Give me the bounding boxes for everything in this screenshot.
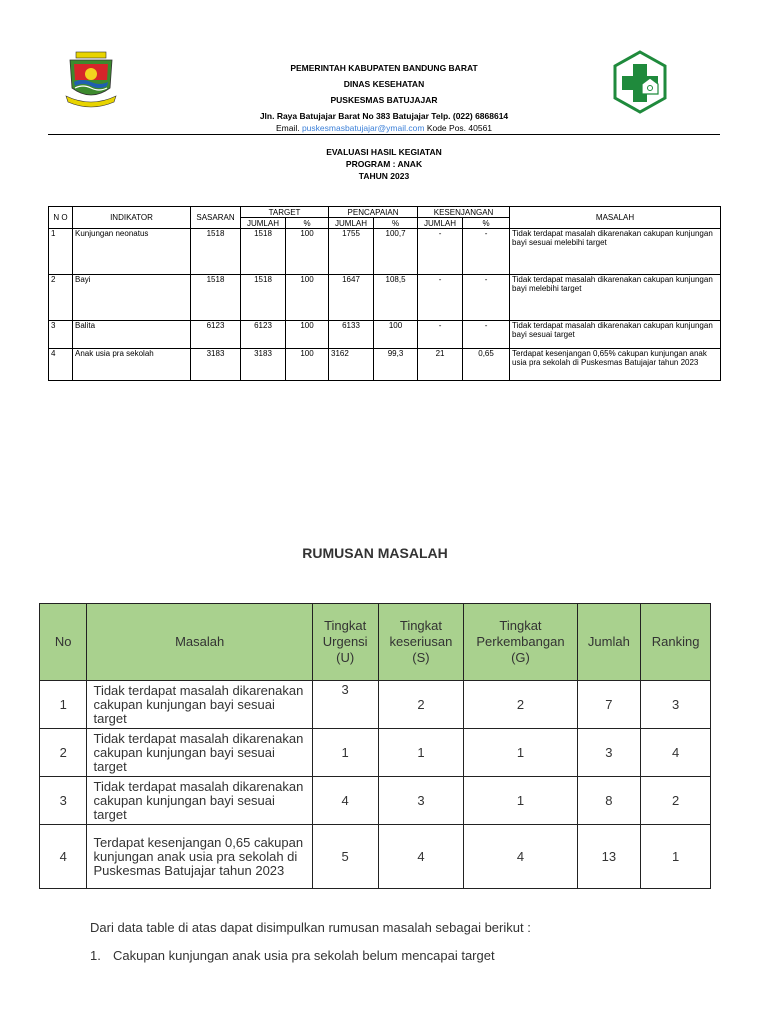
col-pencapaian: PENCAPAIAN bbox=[329, 207, 418, 218]
cell-target-jumlah: 1518 bbox=[241, 275, 286, 321]
cell-indikator: Kunjungan neonatus bbox=[73, 229, 191, 275]
cell-jumlah: 13 bbox=[577, 825, 641, 889]
cell-urgensi: 3 bbox=[312, 681, 378, 729]
col-masalah: MASALAH bbox=[510, 207, 721, 229]
cell-masalah: Tidak terdapat masalah dikarenakan cakupan kunjungan bayi sesuai melebihi target bbox=[510, 229, 721, 275]
cell-urgensi: 1 bbox=[312, 729, 378, 777]
cell-capai-jumlah: 1755 bbox=[329, 229, 374, 275]
cell-ranking: 4 bbox=[641, 729, 711, 777]
col-no: N O bbox=[49, 207, 73, 229]
cell-perkembangan: 1 bbox=[464, 729, 577, 777]
cell-keseriusan: 4 bbox=[378, 825, 464, 889]
letterhead-divider bbox=[48, 134, 720, 135]
table-row bbox=[49, 275, 721, 321]
cell-target-jumlah: 3183 bbox=[241, 349, 286, 381]
conclusion-item: Cakupan kunjungan anak usia pra sekolah belum mencapai target bbox=[113, 948, 495, 963]
cell-urgensi: 5 bbox=[312, 825, 378, 889]
header-puskesmas: PUSKESMAS BATUJAJAR bbox=[330, 95, 438, 105]
cell-no: 3 bbox=[40, 777, 87, 825]
table-row bbox=[40, 825, 711, 889]
col-masalah: Masalah bbox=[87, 604, 312, 681]
cell-masalah: Tidak terdapat masalah dikarenakan cakupan kunjungan bayi sesuai target bbox=[87, 729, 312, 777]
table-row bbox=[49, 349, 721, 381]
header-government: PEMERINTAH KABUPATEN BANDUNG BARAT bbox=[290, 63, 478, 73]
cell-capai-persen: 99,3 bbox=[374, 349, 418, 381]
cell-no: 4 bbox=[49, 349, 73, 381]
col-target-jumlah: JUMLAH bbox=[241, 218, 286, 229]
cell-ranking: 2 bbox=[641, 777, 711, 825]
cell-perkembangan: 4 bbox=[464, 825, 577, 889]
evaluation-table bbox=[48, 206, 721, 381]
cell-target-persen: 100 bbox=[286, 321, 329, 349]
cell-jumlah: 7 bbox=[577, 681, 641, 729]
postcode: Kode Pos. 40561 bbox=[426, 123, 493, 133]
email-link[interactable]: puskesmasbatujajar@ymail.com bbox=[301, 123, 425, 133]
cell-no: 4 bbox=[40, 825, 87, 889]
cell-capai-persen: 100 bbox=[374, 321, 418, 349]
cell-masalah: Terdapat kesenjangan 0,65 cakupan kunjungan anak usia pra sekolah di Puskesmas Batujajar tahun 2023 bbox=[87, 825, 312, 889]
cell-masalah: Terdapat kesenjangan 0,65% cakupan kunjungan anak usia pra sekolah di Puskesmas Batujajar tahun 2023 bbox=[510, 349, 721, 381]
cell-jumlah: 8 bbox=[577, 777, 641, 825]
col-target: TARGET bbox=[241, 207, 329, 218]
cell-sasaran: 3183 bbox=[191, 349, 241, 381]
col-pencapaian-jumlah: JUMLAH bbox=[329, 218, 374, 229]
cell-sasaran: 6123 bbox=[191, 321, 241, 349]
cell-masalah: Tidak terdapat masalah dikarenakan cakupan kunjungan bayi sesuai target bbox=[87, 777, 312, 825]
cell-ranking: 3 bbox=[641, 681, 711, 729]
cell-sasaran: 1518 bbox=[191, 229, 241, 275]
cell-senjang-jumlah: - bbox=[418, 321, 463, 349]
cell-target-persen: 100 bbox=[286, 229, 329, 275]
cell-capai-jumlah: 1647 bbox=[329, 275, 374, 321]
col-urgensi: Tingkat Urgensi (U) bbox=[312, 604, 378, 681]
header-agency: DINAS KESEHATAN bbox=[343, 79, 425, 89]
cell-no: 1 bbox=[40, 681, 87, 729]
cell-no: 2 bbox=[49, 275, 73, 321]
cell-no: 2 bbox=[40, 729, 87, 777]
cell-senjang-persen: - bbox=[463, 321, 510, 349]
conclusion-item-number: 1. bbox=[90, 948, 101, 963]
col-kesenjangan-jumlah: JUMLAH bbox=[418, 218, 463, 229]
cell-jumlah: 3 bbox=[577, 729, 641, 777]
col-pencapaian-persen: % bbox=[374, 218, 418, 229]
col-no: No bbox=[40, 604, 87, 681]
eval-program: PROGRAM : ANAK bbox=[345, 159, 423, 169]
cell-keseriusan: 3 bbox=[378, 777, 464, 825]
cell-masalah: Tidak terdapat masalah dikarenakan cakupan kunjungan bayi sesuai target bbox=[510, 321, 721, 349]
cell-target-jumlah: 1518 bbox=[241, 229, 286, 275]
cell-capai-persen: 100,7 bbox=[374, 229, 418, 275]
cell-masalah: Tidak terdapat masalah dikarenakan cakupan kunjungan bayi melebihi target bbox=[510, 275, 721, 321]
cell-keseriusan: 2 bbox=[378, 681, 464, 729]
cell-senjang-persen: - bbox=[463, 275, 510, 321]
cell-masalah: Tidak terdapat masalah dikarenakan cakupan kunjungan bayi sesuai target bbox=[87, 681, 312, 729]
header-address: Jln. Raya Batujajar Barat No 383 Batujajar Telp. (022) 6868614 bbox=[259, 111, 509, 121]
cell-senjang-jumlah: - bbox=[418, 275, 463, 321]
cell-keseriusan: 1 bbox=[378, 729, 464, 777]
col-indikator: INDIKATOR bbox=[73, 207, 191, 229]
cell-capai-persen: 108,5 bbox=[374, 275, 418, 321]
cell-senjang-persen: - bbox=[463, 229, 510, 275]
rumusan-title: RUMUSAN MASALAH bbox=[302, 545, 448, 561]
cell-senjang-jumlah: 21 bbox=[418, 349, 463, 381]
cell-target-persen: 100 bbox=[286, 275, 329, 321]
email-label: Email. bbox=[275, 123, 300, 133]
cell-target-persen: 100 bbox=[286, 349, 329, 381]
cell-indikator: Balita bbox=[73, 321, 191, 349]
cell-indikator: Bayi bbox=[73, 275, 191, 321]
col-ranking: Ranking bbox=[641, 604, 711, 681]
cell-perkembangan: 1 bbox=[464, 777, 577, 825]
cell-capai-jumlah: 6133 bbox=[329, 321, 374, 349]
kemenkes-cross-logo bbox=[612, 50, 668, 114]
cell-senjang-persen: 0,65 bbox=[463, 349, 510, 381]
table-row bbox=[40, 729, 711, 777]
cell-ranking: 1 bbox=[641, 825, 711, 889]
eval-year: TAHUN 2023 bbox=[358, 171, 410, 181]
cell-capai-jumlah: 3162 bbox=[329, 349, 374, 381]
table-row bbox=[40, 681, 711, 729]
table-row bbox=[49, 229, 721, 275]
col-perkembangan: Tingkat Perkembangan (G) bbox=[464, 604, 577, 681]
conclusion-intro: Dari data table di atas dapat disimpulkan rumusan masalah sebagai berikut : bbox=[90, 920, 531, 935]
cell-target-jumlah: 6123 bbox=[241, 321, 286, 349]
col-kesenjangan-persen: % bbox=[463, 218, 510, 229]
table-row bbox=[40, 777, 711, 825]
cell-no: 3 bbox=[49, 321, 73, 349]
cell-no: 1 bbox=[49, 229, 73, 275]
col-keseriusan: Tingkat keseriusan (S) bbox=[378, 604, 464, 681]
col-kesenjangan: KESENJANGAN bbox=[418, 207, 510, 218]
col-sasaran: SASARAN bbox=[191, 207, 241, 229]
cell-perkembangan: 2 bbox=[464, 681, 577, 729]
col-jumlah: Jumlah bbox=[577, 604, 641, 681]
cell-senjang-jumlah: - bbox=[418, 229, 463, 275]
kbb-crest-logo bbox=[62, 50, 120, 114]
cell-urgensi: 4 bbox=[312, 777, 378, 825]
cell-indikator: Anak usia pra sekolah bbox=[73, 349, 191, 381]
col-target-persen: % bbox=[286, 218, 329, 229]
header-contact bbox=[150, 123, 618, 133]
table-row bbox=[49, 321, 721, 349]
rumusan-table bbox=[39, 603, 711, 889]
cell-sasaran: 1518 bbox=[191, 275, 241, 321]
eval-title: EVALUASI HASIL KEGIATAN bbox=[326, 147, 442, 157]
